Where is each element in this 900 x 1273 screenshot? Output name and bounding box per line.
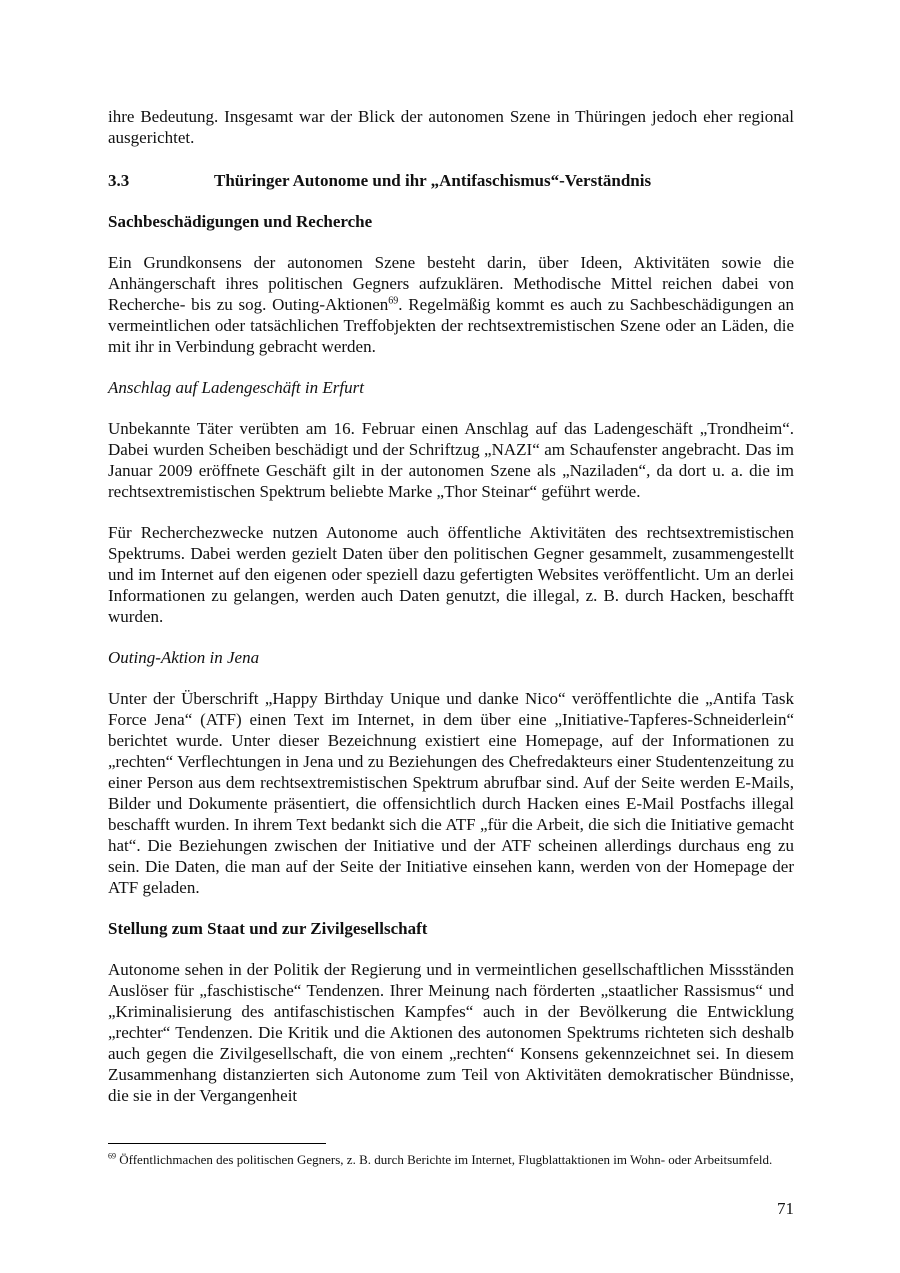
section-heading — [108, 170, 794, 191]
paragraph-anschlag: Unbekannte Täter verübten am 16. Februar einen Anschlag auf das Ladengeschäft „Trondheim“. Dabei wurden Scheiben beschädigt und der Schriftzug „NAZI“ am Schaufenster angebracht. Das im Januar 2009 eröffnete Geschäft gilt in der autonomen Szene als „Naziladen“, da dort u. a. die im rechtsextremistischen Spektrum beliebte Marke „Thor Steinar“ geführt werde. — [108, 419, 794, 501]
case-heading-erfurt: Anschlag auf Ladengeschäft in Erfurt — [108, 378, 364, 397]
footnote-text: Öffentlichmachen des politischen Gegners, z. B. durch Berichte im Internet, Flugblattaktionen im Wohn- oder Arbeitsumfeld. — [116, 1152, 773, 1167]
paragraph-staat: Autonome sehen in der Politik der Regierung und in vermeintlichen gesellschaftlichen Missständen Auslöser für „faschistische“ Tendenzen. Ihrer Meinung nach förderten „staatlicher Rassismus“ und „Kriminalisierung des antifaschistischen Kampfes“ auch in der Bevölkerung die Entwicklung „rechter“ Tendenzen. Die Kritik und die Aktionen des autonomen Spektrums richteten sich deshalb auch gegen die Zivilgesellschaft, die von einem „rechten“ Konsens gekennzeichnet sei. In diesem Zusammenhang distanzierten sich Autonome zum Teil von Aktivitäten demokratischer Bündnisse, die sie in der Vergangenheit — [108, 960, 794, 1105]
page-number: 71 — [777, 1199, 794, 1218]
footnote-marker: 69 — [108, 1151, 116, 1161]
section-title: Thüringer Autonome und ihr „Antifaschismus“-Verständnis — [214, 171, 652, 190]
paragraph-grundkonsens-text-a: Ein Grundkonsens der autonomen Szene besteht darin, über Ideen, Aktivitäten sowie die Anhängerschaft ihres politischen Gegners aufzuklären. Methodische Mittel reichen dabei von Recherche- bis zu sog. Outing-Aktionen — [108, 253, 794, 314]
footnote — [108, 1151, 794, 1168]
footnote-divider — [108, 1143, 326, 1144]
section-number: 3.3 — [108, 171, 130, 190]
intro-paragraph: ihre Bedeutung. Insgesamt war der Blick der autonomen Szene in Thüringen jedoch eher regional ausgerichtet. — [108, 107, 794, 147]
footnote-reference[interactable]: 69 — [388, 295, 399, 307]
paragraph-recherche: Für Recherchezwecke nutzen Autonome auch öffentliche Aktivitäten des rechtsextremistischen Spektrums. Dabei werden gezielt Daten über den politischen Gegner gesammelt, zusammengestellt und im Internet auf den eigenen oder speziell dazu gefertigten Websites veröffentlicht. Um an derlei Informationen zu gelangen, werden auch Daten genutzt, die illegal, z. B. durch Hacken, beschafft wurden. — [108, 523, 794, 626]
paragraph-grundkonsens-text-b: . Regelmäßig kommt es auch zu Sachbeschädigungen an vermeintlichen oder tatsächlichen Treffobjekten der rechtsextremistischen Szene oder an Läden, die mit ihr in Verbindung gebracht werden. — [108, 295, 794, 356]
case-heading-jena: Outing-Aktion in Jena — [108, 648, 260, 667]
subheading-sachbeschaedigungen: Sachbeschädigungen und Recherche — [108, 212, 373, 231]
paragraph-grundkonsens — [108, 252, 794, 357]
subheading-staat: Stellung zum Staat und zur Zivilgesellschaft — [108, 919, 428, 938]
document-body — [108, 106, 794, 1106]
paragraph-outing: Unter der Überschrift „Happy Birthday Unique und danke Nico“ veröffentlichte die „Antifa Task Force Jena“ (ATF) einen Text im Internet, in dem über eine „Initiative-Tapferes-Schneiderlein“ berichtet wurde. Unter dieser Bezeichnung existiert eine Homepage, auf der Informationen zu „rechten“ Verflechtungen in Jena und zu Beziehungen des Chefredakteurs einer Studentenzeitung zu einer Person aus dem rechtsextremistischen Spektrum abrufbar sind. Auf der Seite werden E-Mails, Bilder und Dokumente präsentiert, die offensichtlich durch Hacken eines E-Mail Postfachs illegal beschafft wurden. In ihrem Text bedankt sich die ATF „für die Arbeit, die sich die Initiative gemacht hat“. Die Beziehungen zwischen der Initiative und der ATF scheinen allerdings durchaus eng zu sein. Die Daten, die man auf der Seite der Initiative einsehen kann, werden von der Homepage der ATF geladen. — [108, 689, 794, 897]
